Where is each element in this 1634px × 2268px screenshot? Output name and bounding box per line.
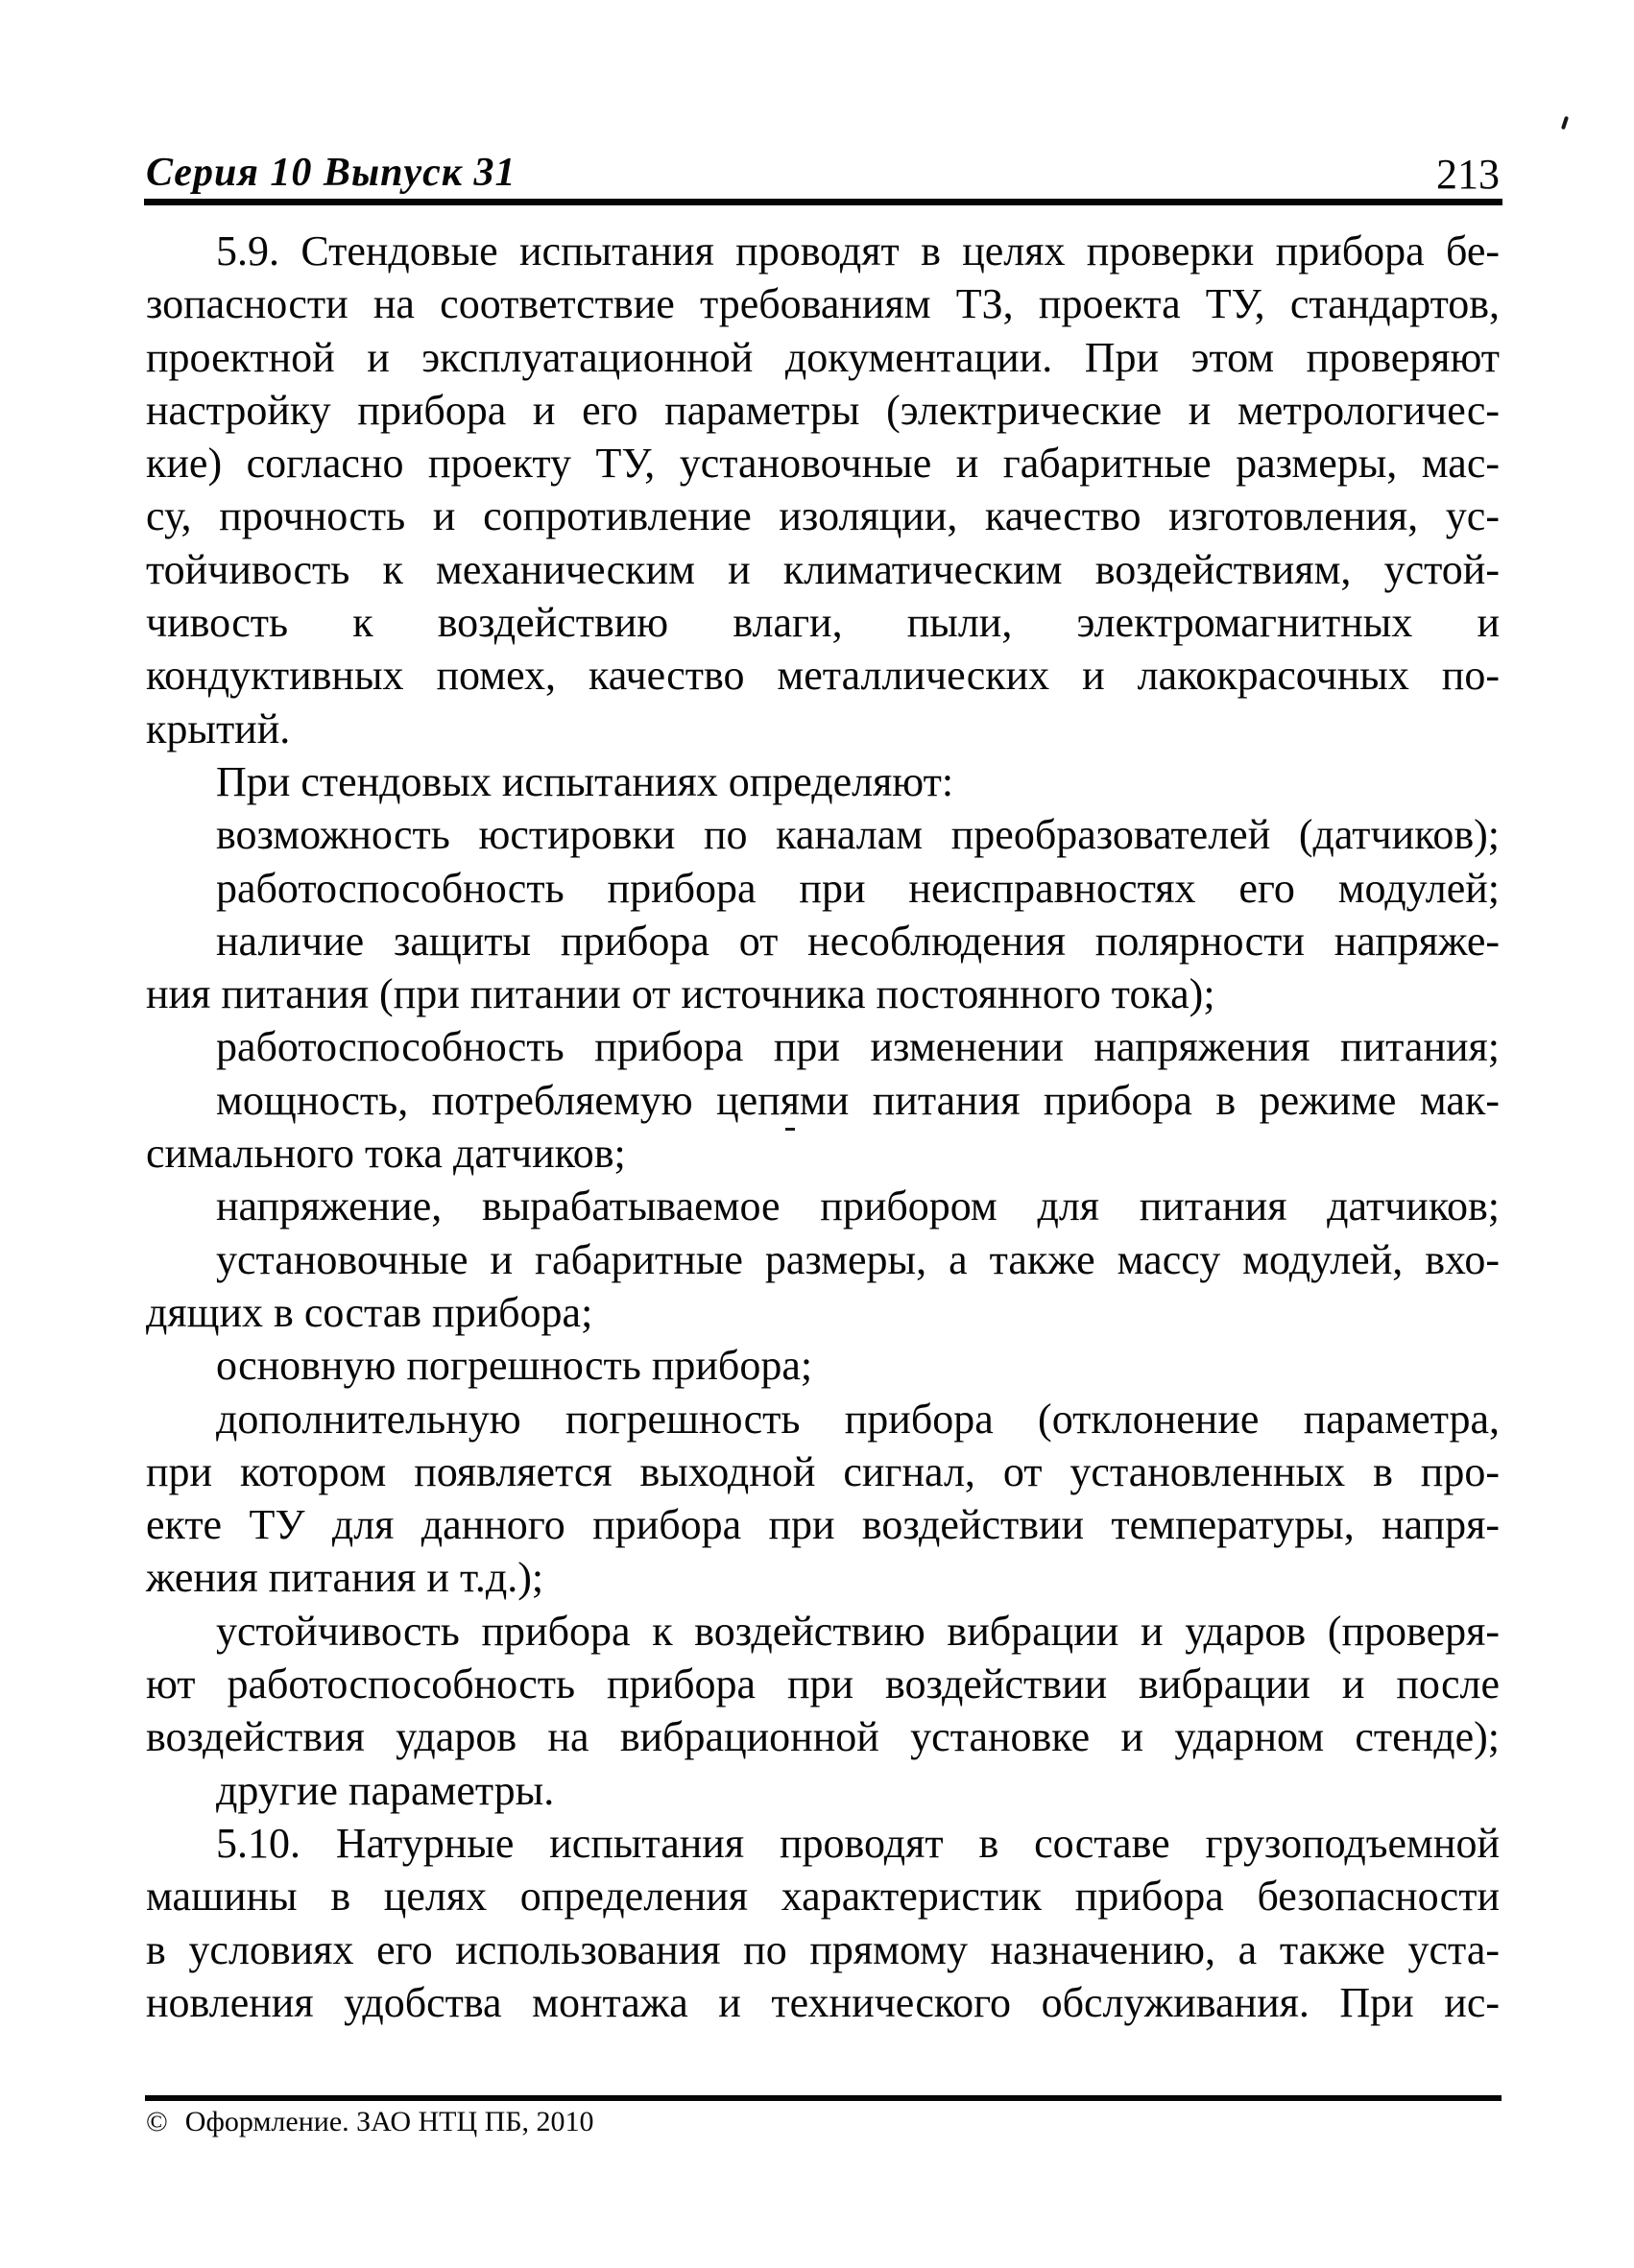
text-line: крытий. xyxy=(146,704,291,752)
page-body-text xyxy=(146,225,1500,2029)
text-line: другие параметры. xyxy=(216,1766,555,1814)
text-line: екте ТУ для данного прибора при воздействии температуры, напря- xyxy=(146,1501,1500,1549)
text-line: устойчивость прибора к воздействию вибрации и ударов (проверя- xyxy=(216,1607,1500,1655)
text-line: При стендовых испытаниях определяют: xyxy=(216,757,954,805)
text-line: 5.10. Натурные испытания проводят в составе грузоподъемной xyxy=(216,1819,1500,1867)
text-line: симального тока датчиков; xyxy=(146,1130,626,1178)
running-header-title: Серия 10 Выпуск 31 xyxy=(146,151,517,195)
text-line: кие) согласно проекту ТУ, установочные и габаритные размеры, мас- xyxy=(146,440,1500,488)
text-line: ют работоспособность прибора при воздействии вибрации и после xyxy=(146,1660,1500,1708)
text-line: новления удобства монтажа и технического обслуживания. При ис- xyxy=(146,1978,1500,2026)
header-rule xyxy=(144,199,1502,205)
text-line: при котором появляется выходной сигнал, от установленных в про- xyxy=(146,1447,1500,1495)
scan-artifact-tick xyxy=(1561,116,1569,131)
text-line: чивость к воздействию влаги, пыли, электромагнитных и xyxy=(146,599,1500,647)
text-line: мощность, потребляемую цепями питания прибора в режиме мак- xyxy=(216,1076,1500,1124)
text-line: машины в целях определения характеристик прибора безопасности xyxy=(146,1873,1500,1921)
text-line: наличие защиты прибора от несоблюдения полярности напряже- xyxy=(216,917,1500,965)
text-line: настройку прибора и его параметры (электрические и метрологичес- xyxy=(146,386,1500,434)
text-line: жения питания и т.д.); xyxy=(146,1554,544,1602)
text-line: в условиях его использования по прямому назначению, а также уста- xyxy=(146,1925,1500,1973)
text-line: зопасности на соответствие требованиям ТЗ, проекта ТУ, стандартов, xyxy=(146,280,1500,328)
page-number: 213 xyxy=(1436,151,1500,198)
text-line: ния питания (при питании от источника постоянного тока); xyxy=(146,970,1215,1018)
copyright-icon: © xyxy=(146,2106,168,2137)
text-line: дящих в состав прибора; xyxy=(146,1288,593,1336)
text-line: работоспособность прибора при изменении напряжения питания; xyxy=(216,1023,1500,1071)
text-line: су, прочность и сопротивление изоляции, качество изготовления, ус- xyxy=(146,492,1500,540)
text-line: возможность юстировки по каналам преобразователей (датчиков); xyxy=(216,811,1500,859)
text-line: тойчивость к механическим и климатическим воздействиям, устой- xyxy=(146,545,1500,593)
text-line: установочные и габаритные размеры, а также массу модулей, вхо- xyxy=(216,1235,1500,1283)
text-line: 5.9. Стендовые испытания проводят в целях проверки прибора бе- xyxy=(216,227,1500,275)
text-line: работоспособность прибора при неисправностях его модулей; xyxy=(216,864,1500,912)
text-line: дополнительную погрешность прибора (отклонение параметра, xyxy=(216,1395,1500,1443)
text-line: воздействия ударов на вибрационной установке и ударном стенде); xyxy=(146,1713,1500,1761)
footer-rule xyxy=(145,2095,1502,2101)
text-line: кондуктивных помех, качество металлических и лакокрасочных по- xyxy=(146,652,1500,700)
text-line: напряжение, вырабатываемое прибором для питания датчиков; xyxy=(216,1182,1500,1230)
copyright-text: Оформление. ЗАО НТЦ ПБ, 2010 xyxy=(184,2106,594,2137)
text-line: основную погрешность прибора; xyxy=(216,1342,813,1390)
copyright-notice xyxy=(146,2105,594,2139)
text-line: проектной и эксплуатационной документации. При этом проверяют xyxy=(146,333,1500,381)
scan-artifact-dash xyxy=(785,1128,795,1131)
